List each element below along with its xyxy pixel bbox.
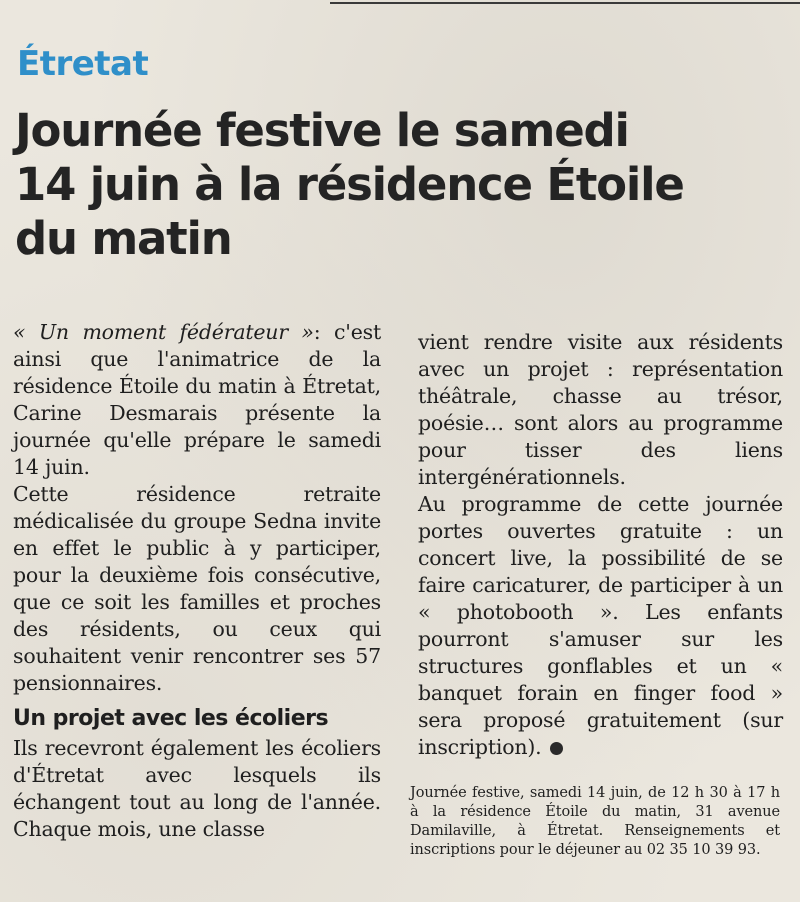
program-text: Au programme de cette journée portes ouvertes gratuite : un concert live, la possibilité de se faire caricaturer, de participer à un « photobooth ». Les enfants pourront s'amuser sur les structures gonflables et un « banquet forain en finger food » sera proposé gratuitement (sur inscription). — [418, 492, 783, 759]
article-subheading: Un projet avec les écoliers — [13, 706, 329, 731]
body-paragraph-continued: vient rendre visite aux résidents avec un projet : représentation théâtrale, chasse au trésor, poésie… sont alors au programme pour tisser des liens intergénérationnels. — [418, 330, 783, 489]
body-paragraph-schools: Ils recevront également les écoliers d'Étretat avec lesquels ils échangent tout au long de l'année. Chaque mois, une classe — [13, 736, 381, 841]
article-column-right — [418, 329, 783, 761]
article-kicker: Étretat — [17, 44, 149, 84]
top-rule — [330, 2, 800, 4]
headline-line-3: du matin — [15, 212, 232, 265]
article-headline — [15, 104, 735, 266]
body-paragraph: Cette résidence retraite médicalisée du groupe Sedna invite en effet le public à y participer, pour la deuxième fois consécutive, que ce soit les familles et proches des résidents, ou ceux qui souhaitent venir rencontrer ses 57 pensionnaires. — [13, 482, 381, 695]
article-column-left — [13, 319, 381, 843]
body-paragraph-program — [418, 491, 783, 761]
lead-paragraph — [13, 319, 381, 481]
practical-info-box — [410, 784, 780, 860]
practical-info-text: Journée festive, samedi 14 juin, de 12 h 30 à 17 h à la résidence Étoile du matin, 31 avenue Damilaville, à Étretat. Renseignements et inscriptions pour le déjeuner au 02 35 10 39 93. — [410, 785, 780, 858]
headline-line-2: 14 juin à la résidence Étoile — [15, 158, 684, 211]
lead-quote: « Un moment fédérateur » — [13, 320, 314, 344]
end-of-article-bullet-icon — [550, 742, 563, 755]
headline-line-1: Journée festive le samedi — [15, 104, 629, 157]
lead-text: : c'est ainsi que l'animatrice de la résidence Étoile du matin à Étretat, Carine Desmarais présente la journée qu'elle prépare le samedi 14 juin. — [13, 320, 381, 479]
